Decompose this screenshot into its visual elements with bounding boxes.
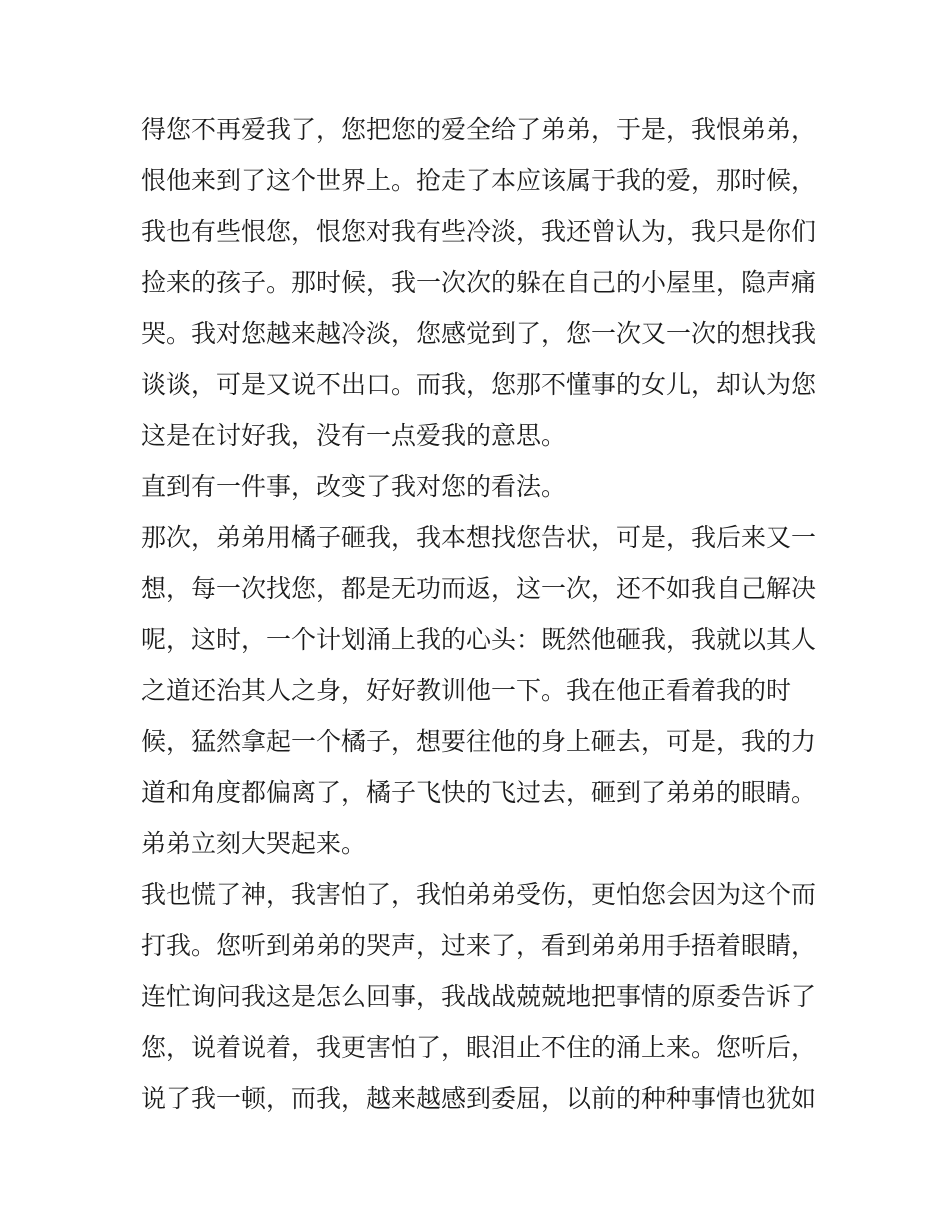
text-line: 我也有些恨您，恨您对我有些冷淡，我还曾认为，我只是你们: [141, 217, 817, 246]
text-line: 您，说着说着，我更害怕了，眼泪止不住的涌上来。您听后，: [141, 1033, 817, 1062]
text-line: 打我。您听到弟弟的哭声，过来了，看到弟弟用手捂着眼睛，: [141, 931, 817, 960]
text-line: 得您不再爱我了，您把您的爱全给了弟弟，于是，我恨弟弟，: [141, 115, 817, 144]
text-line: 恨他来到了这个世界上。抢走了本应该属于我的爱，那时候，: [141, 166, 817, 195]
text-line: 连忙询问我这是怎么回事，我战战兢兢地把事情的原委告诉了: [141, 982, 817, 1011]
text-line: 谈谈，可是又说不出口。而我，您那不懂事的女儿，却认为您: [141, 370, 817, 399]
text-line: 直到有一件事，改变了我对您的看法。: [141, 472, 567, 501]
text-line: 这是在讨好我，没有一点爱我的意思。: [141, 421, 567, 450]
text-line: 候，猛然拿起一个橘子，想要往他的身上砸去，可是，我的力: [141, 727, 817, 756]
text-line: 想，每一次找您，都是无功而返，这一次，还不如我自己解决: [141, 574, 817, 603]
text-line: 弟弟立刻大哭起来。: [141, 829, 367, 858]
text-line: 那次，弟弟用橘子砸我，我本想找您告状，可是，我后来又一: [141, 523, 817, 552]
text-line: 我也慌了神，我害怕了，我怕弟弟受伤，更怕您会因为这个而: [141, 880, 817, 909]
body-text: [141, 104, 821, 1124]
text-line: 呢，这时，一个计划涌上我的心头：既然他砸我，我就以其人: [141, 625, 817, 654]
text-line: 道和角度都偏离了，橘子飞快的飞过去，砸到了弟弟的眼睛。: [141, 778, 817, 807]
text-line: 捡来的孩子。那时候，我一次次的躲在自己的小屋里，隐声痛: [141, 268, 817, 297]
text-line: 之道还治其人之身，好好教训他一下。我在他正看着我的时: [141, 676, 792, 705]
text-line: 哭。我对您越来越冷淡，您感觉到了，您一次又一次的想找我: [141, 319, 817, 348]
text-line: 说了我一顿，而我，越来越感到委屈，以前的种种事情也犹如: [141, 1084, 817, 1113]
